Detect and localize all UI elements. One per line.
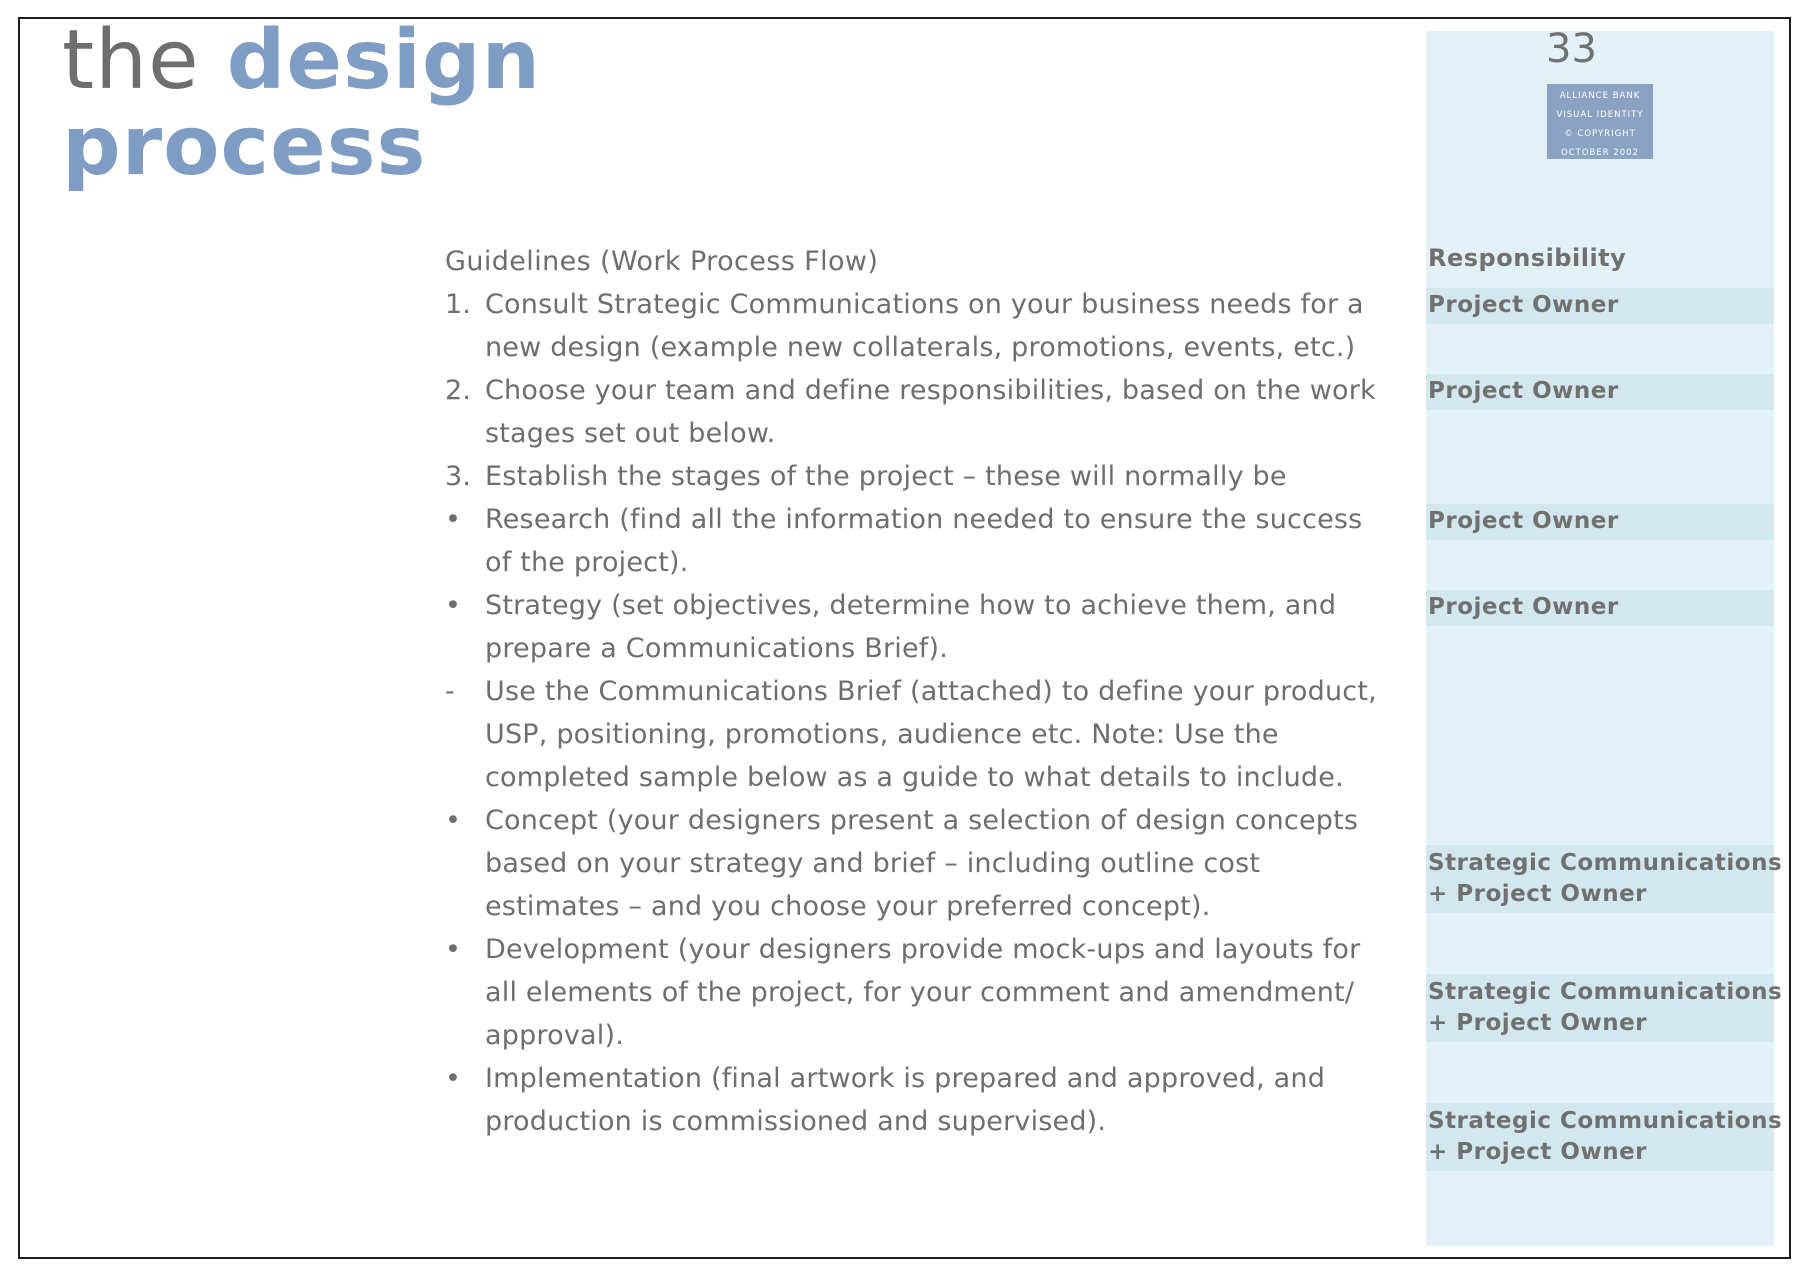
responsibility-entry — [1426, 845, 1783, 913]
stamp-line-1: ALLIANCE BANK — [1559, 91, 1641, 101]
dash-marker: - — [445, 676, 455, 707]
list-item — [445, 799, 1395, 928]
bullet-marker: • — [445, 934, 462, 965]
responsibility-entry — [1426, 590, 1774, 626]
responsibility-owner: Project Owner — [1428, 508, 1619, 534]
responsibility-entry — [1426, 974, 1783, 1042]
guidelines-list — [445, 240, 1395, 1143]
list-item — [445, 369, 1395, 455]
list-item-text: Use the Communications Brief (attached) to define your product, USP, positioning, promotions, audience etc. Note: Use the completed sample below as a guide to what details to include. — [485, 676, 1377, 793]
list-marker: 3. — [445, 461, 472, 492]
list-item-text: Research (find all the information needed to ensure the success of the project). — [485, 504, 1363, 578]
list-item — [445, 1057, 1395, 1143]
bullet-marker: • — [445, 590, 462, 621]
page-title — [62, 13, 541, 194]
responsibility-owner: Strategic Communications — [1428, 850, 1783, 876]
list-item-text: Concept (your designers present a selection of design concepts based on your strategy and brief – including outline cost estimates – and you choose your preferred concept). — [485, 805, 1359, 922]
list-marker: 1. — [445, 289, 472, 320]
stamp-line-2: VISUAL IDENTITY — [1556, 110, 1644, 120]
page-number: 33 — [1546, 26, 1597, 72]
responsibility-owner: Project Owner — [1428, 378, 1619, 404]
responsibility-owner-secondary: + Project Owner — [1428, 1139, 1648, 1165]
list-item — [445, 584, 1395, 670]
responsibility-entry — [1426, 504, 1774, 540]
list-item-text: Consult Strategic Communications on your business needs for a new design (example new collaterals, promotions, events, etc.) — [485, 289, 1364, 363]
stamp-line-4: OCTOBER 2002 — [1561, 148, 1639, 158]
title-highlight-process: process — [62, 99, 427, 194]
title-highlight-design: design — [226, 13, 541, 108]
responsibility-entry — [1426, 1103, 1783, 1171]
list-item-text: Strategy (set objectives, determine how to achieve them, and prepare a Communications Brief). — [485, 590, 1337, 664]
bullet-marker: • — [445, 504, 462, 535]
responsibility-owner-secondary: + Project Owner — [1428, 1010, 1648, 1036]
guidelines-heading: Guidelines (Work Process Flow) — [445, 246, 879, 277]
responsibility-column-band — [1426, 31, 1783, 1246]
responsibility-entry — [1426, 288, 1774, 324]
responsibility-owner: Strategic Communications — [1428, 1108, 1783, 1134]
responsibility-owner: Strategic Communications — [1428, 979, 1783, 1005]
responsibility-owner: Project Owner — [1428, 594, 1619, 620]
list-item-text: Implementation (final artwork is prepared and approved, and production is commissioned and supervised). — [485, 1063, 1326, 1137]
list-item-text: Choose your team and define responsibilities, based on the work stages set out below. — [485, 375, 1376, 449]
responsibility-entry — [1426, 374, 1774, 410]
list-item — [445, 283, 1395, 369]
responsibility-owner-secondary: + Project Owner — [1428, 881, 1648, 907]
responsibility-owner: Project Owner — [1428, 292, 1619, 318]
copyright-stamp — [1547, 84, 1653, 159]
responsibility-heading: Responsibility — [1428, 244, 1627, 272]
list-item-text: Development (your designers provide mock-ups and layouts for all elements of the project, for your comment and amendment/ approval). — [485, 934, 1361, 1051]
list-item-text: Establish the stages of the project – these will normally be — [485, 461, 1287, 492]
list-marker: 2. — [445, 375, 472, 406]
title-prefix: the — [62, 13, 200, 108]
bullet-marker: • — [445, 1063, 462, 1094]
list-item — [445, 670, 1395, 799]
list-item — [445, 498, 1395, 584]
bullet-marker: • — [445, 805, 462, 836]
list-item — [445, 455, 1395, 498]
list-item — [445, 928, 1395, 1057]
stamp-line-3: © COPYRIGHT — [1564, 129, 1636, 139]
